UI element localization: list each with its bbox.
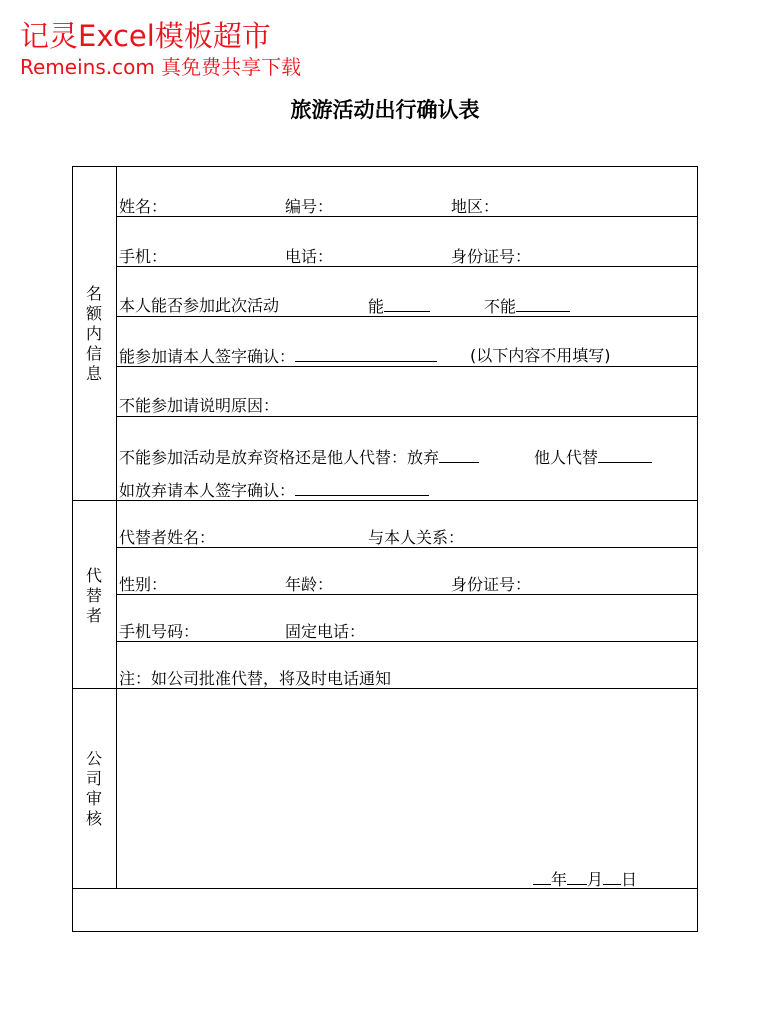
can-label: 能 [368,297,385,316]
section-label-substitute: 代 替 者 [85,566,102,625]
row-divider [116,216,698,217]
gender-label: 性别： [119,575,168,594]
reason-label: 不能参加请说明原因： [119,396,280,415]
year-blank[interactable] [533,869,551,885]
substitute-option-label: 他人代替 [534,448,599,467]
section-label-quota-info: 名 额 内 信 息 [85,284,102,383]
name-label: 姓名： [119,197,168,216]
substitute-name-label: 代替者姓名： [119,528,216,547]
row-divider [116,266,698,267]
row-divider [116,641,698,642]
can-sign-label: 能参加请本人签字确认： [119,347,296,366]
giveup-or-substitute[interactable] [119,447,479,468]
no-fill-note: (以下内容不用填写) [470,346,611,365]
table-border-bottom [72,931,698,932]
number-label: 编号： [285,197,334,216]
year-label: 年 [551,870,568,889]
day-blank[interactable] [603,869,621,885]
giveup-signature-blank[interactable] [295,480,429,496]
substitute-mobile-label: 手机号码： [119,622,200,641]
watermark-subtitle: Remeins.com 真免费共享下载 [20,55,302,79]
cannot-attend-option[interactable] [484,296,570,317]
substitute-option[interactable] [534,447,652,468]
can-blank[interactable] [384,296,430,312]
substitute-id-label: 身份证号： [451,575,532,594]
signature-blank[interactable] [295,346,437,362]
substitute-blank[interactable] [598,447,652,463]
table-border-top [72,166,698,167]
month-blank[interactable] [567,869,587,885]
watermark-title: 记灵Excel模板超市 [20,19,271,53]
row-divider [116,594,698,595]
cannot-blank[interactable] [516,296,570,312]
day-label: 日 [621,870,638,889]
giveup-signature[interactable] [119,480,429,501]
region-label: 地区： [451,197,500,216]
age-label: 年龄： [285,575,334,594]
approval-note: 注：如公司批准代替，将及时电话通知 [119,669,392,688]
cannot-label: 不能 [484,297,517,316]
mobile-label: 手机： [119,247,168,266]
month-label: 月 [587,870,604,889]
label-column-divider [116,166,117,888]
approval-date[interactable] [533,869,637,890]
table-border-right [697,166,698,932]
id-number-label: 身份证号： [451,247,532,266]
giveup-question: 不能参加活动是放弃资格还是他人代替：放弃 [119,448,440,467]
attend-question: 本人能否参加此次活动 [119,296,280,315]
landline-label: 固定电话： [285,622,366,641]
section-label-company-approval: 公 司 审 核 [85,749,102,828]
form-title: 旅游活动出行确认表 [290,97,480,122]
row-divider [116,416,698,417]
giveup-sign-label: 如放弃请本人签字确认： [119,481,296,500]
can-attend-signature[interactable] [119,346,437,367]
giveup-blank[interactable] [439,447,479,463]
relation-label: 与本人关系： [368,528,465,547]
can-attend-option[interactable] [368,296,430,317]
phone-label: 电话： [285,247,334,266]
